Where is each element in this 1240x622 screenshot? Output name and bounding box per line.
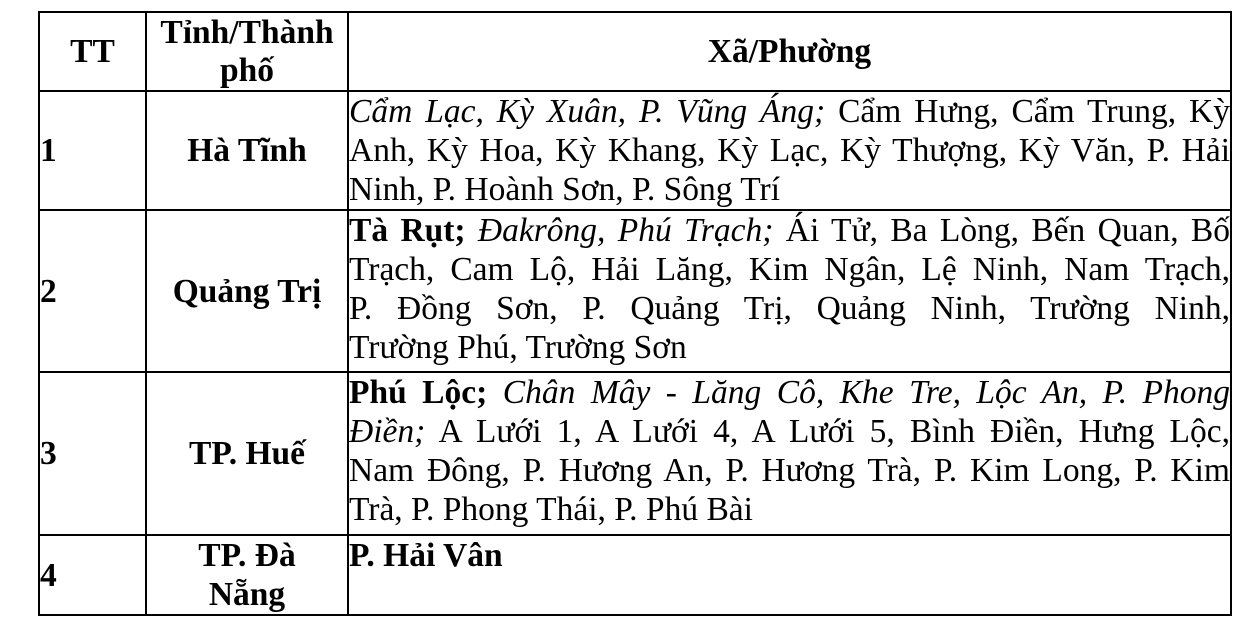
- place-names-segment: Điền;: [349, 413, 426, 450]
- table-row: [39, 210, 1231, 372]
- place-names-segment: Trạch, Cam Lộ, Hải Lăng, Kim Ngân, Lệ Ninh, Nam Trạch,: [349, 251, 1230, 288]
- header-tt: [39, 12, 146, 91]
- row-number-cell: [39, 91, 146, 210]
- places-cell: [348, 372, 1231, 535]
- header-row: [39, 12, 1231, 91]
- places-cell: [348, 210, 1231, 372]
- places-line: [349, 131, 1230, 170]
- header-tt-label: TT: [70, 33, 115, 70]
- province-name: TP. Đà Nẵng: [198, 537, 296, 613]
- places-line: [349, 250, 1230, 289]
- places-cell: [348, 91, 1231, 210]
- places-line: [349, 170, 1230, 209]
- table-row: [39, 535, 1231, 615]
- commune-ward-table: [38, 11, 1232, 616]
- province-name: Quảng Trị: [172, 272, 322, 310]
- row-number: 2: [40, 272, 57, 310]
- table-header: [39, 12, 1231, 91]
- row-number: 1: [40, 132, 57, 169]
- row-number: 4: [40, 556, 57, 594]
- places-line: [349, 92, 1230, 131]
- place-names-segment: P. Hải Vân: [349, 537, 503, 574]
- places-line: [349, 412, 1230, 451]
- place-names-segment: Ninh, P. Hoành Sơn, P. Sông Trí: [349, 171, 781, 208]
- places-line: [349, 328, 1230, 367]
- header-province: [146, 12, 348, 91]
- place-names-segment: Cẩm Hưng, Cẩm Trung, Kỳ: [825, 93, 1230, 130]
- province-cell: [146, 210, 348, 372]
- place-names-segment: Trà, P. Phong Thái, P. Phú Bài: [349, 491, 753, 528]
- place-names-segment: Phú Lộc;: [349, 374, 488, 411]
- place-names-segment: Cẩm Lạc, Kỳ Xuân, P. Vũng Áng;: [349, 93, 826, 130]
- places-line: [349, 373, 1230, 412]
- row-number: 3: [40, 435, 57, 472]
- places-line: [349, 451, 1230, 490]
- place-names-segment: Anh, Kỳ Hoa, Kỳ Khang, Kỳ Lạc, Kỳ Thượng, Kỳ Văn, P. Hải: [349, 132, 1230, 169]
- places-line: [349, 490, 1230, 529]
- row-number-cell: [39, 535, 146, 615]
- header-places: [348, 12, 1231, 91]
- places-line: [349, 536, 1230, 575]
- row-number-cell: [39, 210, 146, 372]
- table-row: [39, 91, 1231, 210]
- province-cell: [146, 91, 348, 210]
- header-province-label: Tỉnh/Thành phố: [160, 13, 334, 89]
- place-names-segment: Chân Mây - Lăng Cô, Khe Tre, Lộc An, P. Phong: [487, 374, 1230, 411]
- place-names-segment: P. Đồng Sơn, P. Quảng Trị, Quảng Ninh, Trường Ninh,: [349, 290, 1230, 327]
- places-line: [349, 289, 1230, 328]
- place-names-segment: Đakrông, Phú Trạch;: [465, 212, 774, 249]
- row-number-cell: [39, 372, 146, 535]
- place-names-segment: Ái Tử, Ba Lòng, Bến Quan, Bố: [773, 212, 1231, 249]
- places-line: [349, 211, 1230, 250]
- province-cell: [146, 372, 348, 535]
- table-row: [39, 372, 1231, 535]
- place-names-segment: Trường Phú, Trường Sơn: [349, 329, 687, 366]
- place-names-segment: A Lưới 1, A Lưới 4, A Lưới 5, Bình Điền, Hưng Lộc,: [425, 413, 1230, 450]
- header-places-label: Xã/Phường: [707, 33, 872, 70]
- places-cell: [348, 535, 1231, 615]
- place-names-segment: Tà Rụt;: [349, 212, 466, 249]
- place-names-segment: Nam Đông, P. Hương An, P. Hương Trà, P. Kim Long, P. Kim: [349, 452, 1230, 489]
- province-name: TP. Huế: [188, 435, 306, 472]
- province-cell: [146, 535, 348, 615]
- table-body: [39, 91, 1231, 615]
- province-name: Hà Tĩnh: [187, 132, 307, 169]
